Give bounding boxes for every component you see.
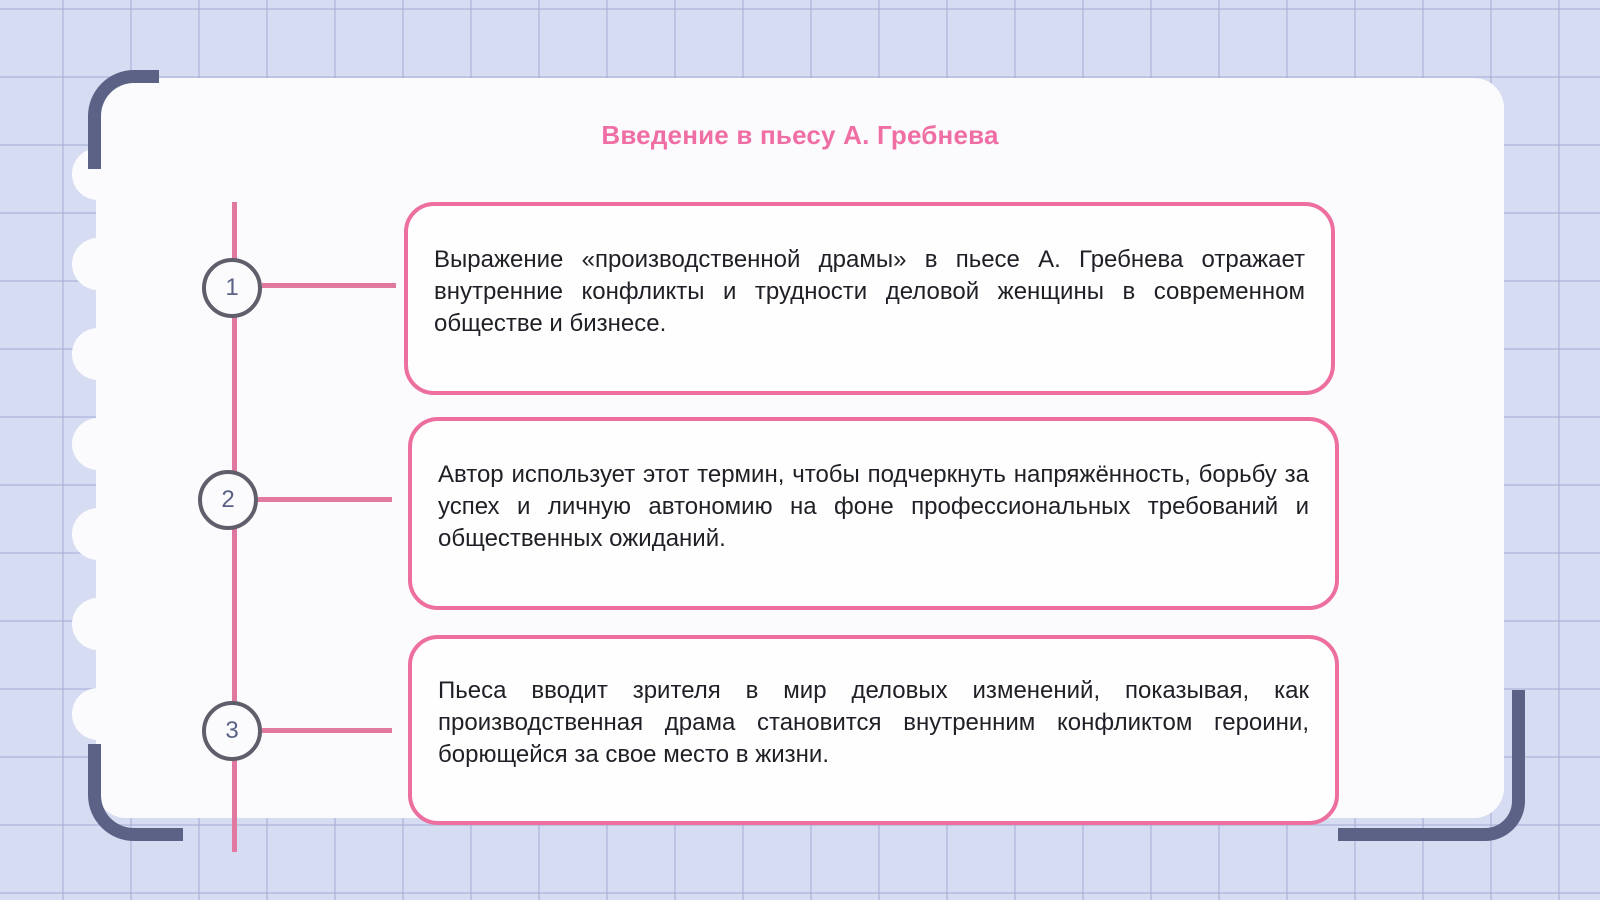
frame-corner-bottom-right — [1338, 690, 1525, 841]
paper-tab — [72, 508, 124, 560]
card-text: Автор использует этот термин, чтобы подчеркнуть напряжённость, борьбу за успех и личную автономию на фоне профессиональных требований и общественных ожиданий. — [438, 460, 1309, 552]
info-card — [404, 202, 1335, 395]
paper-tab — [72, 688, 124, 740]
info-card — [408, 417, 1339, 610]
timeline-connector — [258, 497, 392, 502]
card-text: Пьеса вводит зрителя в мир деловых изменений, показывая, как производственная драма становится внутренним конфликтом героини, борющейся за свое место в жизни. — [438, 677, 1309, 768]
step-number-badge: 1 — [202, 258, 262, 318]
step-number-badge: 3 — [202, 701, 262, 761]
frame-corner-bottom-left — [88, 744, 183, 841]
timeline-connector — [262, 728, 392, 733]
slide-title: Введение в пьесу А. Гребнева — [601, 120, 999, 150]
paper-tab — [72, 418, 124, 470]
card-text: Выражение «производственной драмы» в пьесе А. Гребнева отражает внутренние конфликты и трудности деловой женщины в современном обществе и бизнесе. — [434, 245, 1305, 337]
timeline-connector — [262, 283, 396, 288]
paper-tab — [72, 328, 124, 380]
info-card — [408, 635, 1339, 825]
step-number-badge: 2 — [198, 470, 258, 530]
paper-tab — [72, 598, 124, 650]
paper-tab — [72, 238, 124, 290]
